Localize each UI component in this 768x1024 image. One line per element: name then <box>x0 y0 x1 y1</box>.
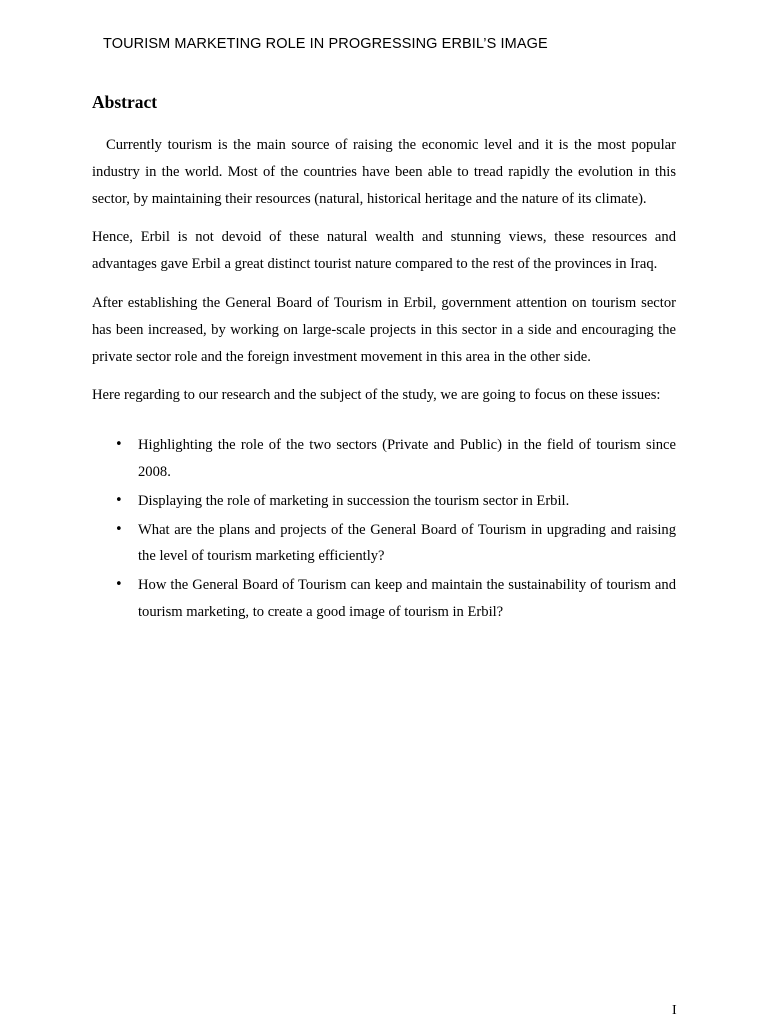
page-number: I <box>672 1003 677 1018</box>
list-item <box>92 572 676 626</box>
bullet-icon: • <box>115 437 123 453</box>
abstract-paragraph-1: Currently tourism is the main source of raising the economic level and it is the most popular industry in the world. Most of the countries have been able to tread rapidly the evolution in this sector, by maintaining their resources (natural, historical heritage and the nature of its climate). <box>92 137 676 207</box>
bullet-icon: • <box>115 577 123 593</box>
abstract-heading: Abstract <box>92 92 158 112</box>
list-item-text: Highlighting the role of the two sectors (Private and Public) in the field of tourism since 2008. <box>138 437 676 480</box>
abstract-section <box>92 90 676 628</box>
bullet-icon: • <box>115 521 123 537</box>
bullet-icon: • <box>115 492 123 508</box>
abstract-paragraph-2: Hence, Erbil is not devoid of these natural wealth and stunning views, these resources and advantages gave Erbil a great distinct tourist nature compared to the rest of the provinces in Iraq. <box>92 229 676 273</box>
list-item <box>92 432 676 486</box>
list-item-text: How the General Board of Tourism can keep and maintain the sustainability of tourism and tourism marketing, to create a good image of tourism in Erbil? <box>138 577 676 620</box>
list-item-text: Displaying the role of marketing in succession the tourism sector in Erbil. <box>138 492 570 509</box>
issues-list <box>92 432 676 626</box>
list-item <box>92 517 676 571</box>
list-item <box>92 488 676 515</box>
abstract-paragraph-3: After establishing the General Board of Tourism in Erbil, government attention on tourism sector has been increased, by working on large-scale projects in this sector in a side and encouraging the private sector role and the foreign investment movement in this area in the other side. <box>92 294 676 365</box>
running-header: TOURISM MARKETING ROLE IN PROGRESSING ERBIL’S IMAGE <box>103 36 548 52</box>
list-item-text: What are the plans and projects of the General Board of Tourism in upgrading and raising the level of tourism marketing efficiently? <box>138 521 676 565</box>
abstract-paragraph-4: Here regarding to our research and the subject of the study, we are going to focus on these issues: <box>92 387 661 404</box>
